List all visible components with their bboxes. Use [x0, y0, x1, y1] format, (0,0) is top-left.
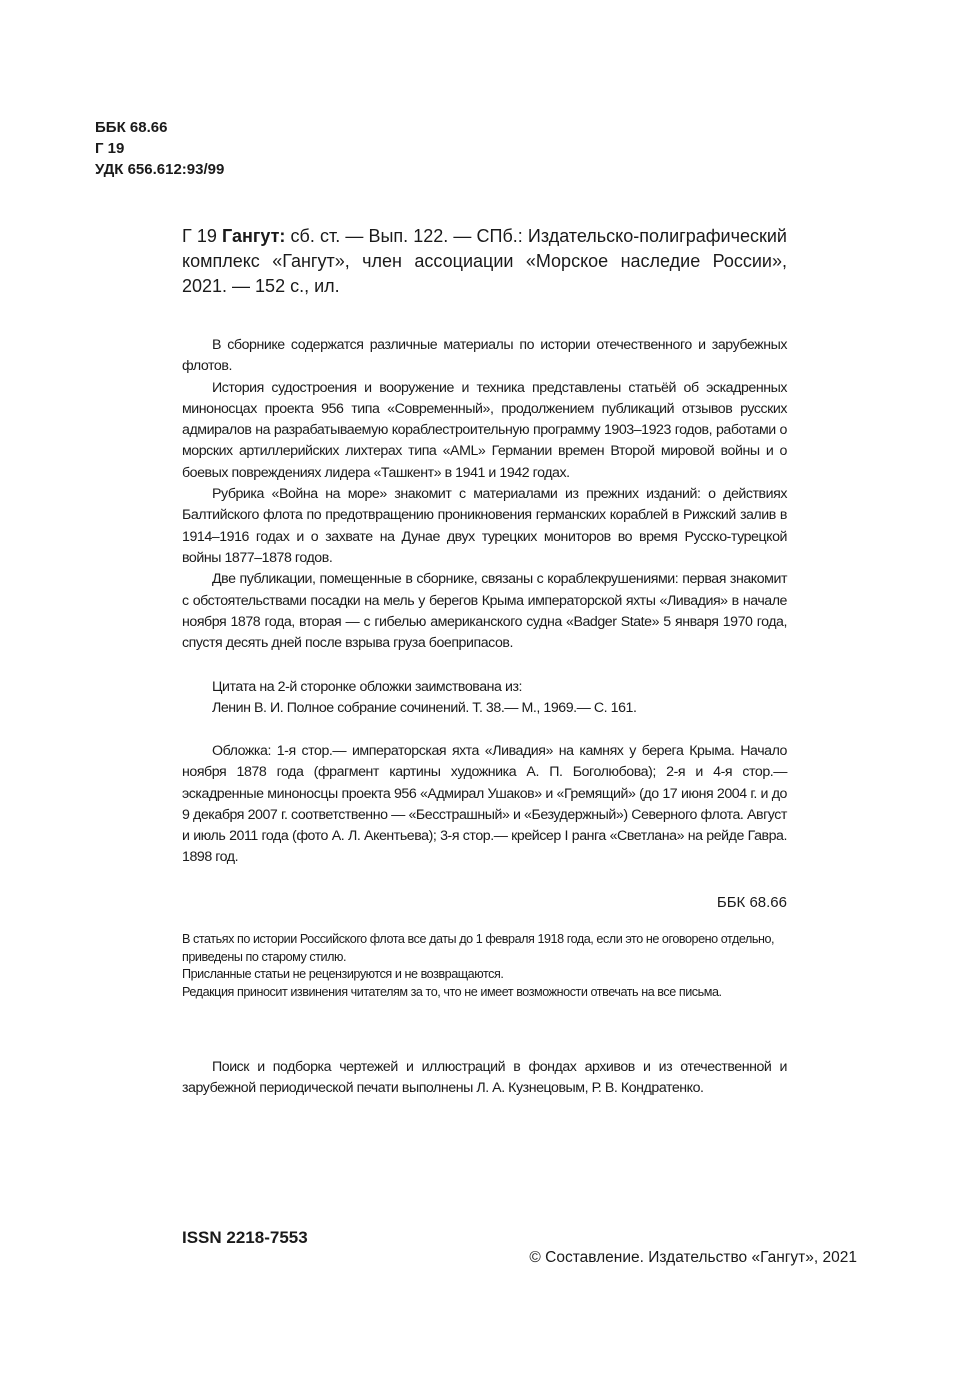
udk-code: УДК 656.612:93/99	[95, 161, 225, 178]
annotation-paragraph: История судостроения и вооружение и техника представлены статьёй об эскадренных миноносцах проекта 956 типа «Современный», продолжением публикаций отзывов русских адмиралов на разрабатываемую кораблестроительную программу 1903–1923 годов, работами о морских артиллерийских лихтерах типа «AML» Германии времен Второй мировой войны и о боевых повреждениях лидера «Ташкент» в 1941 и 1942 годах.	[182, 379, 787, 481]
editorial-notes	[182, 931, 787, 1001]
author-mark: Г 19	[95, 140, 125, 157]
annotation-paragraph: Рубрика «Война на море» знакомит с материалами из прежних изданий: о действиях Балтийского флота по предотвращению проникновения германских кораблей в Рижский залив в 1914–1916 годах и о захвате на Дунае двух турецких мониторов во время Русско-турецкой войны 1877–1878 годов.	[182, 486, 787, 566]
quote-source-reference: Ленин В. И. Полное собрание сочинений. Т. 38.— М., 1969.— С. 161.	[212, 700, 637, 717]
bbk-code-right: ББК 68.66	[716, 894, 787, 911]
biblio-title: Гангут:	[222, 226, 286, 246]
issn: ISSN 2218-7553	[182, 1228, 308, 1247]
bbk-code: ББК 68.66	[95, 119, 168, 136]
biblio-index: Г 19	[182, 226, 217, 246]
editorial-note: Присланные статьи не рецензируются и не возвращаются.	[182, 967, 504, 982]
annotation	[182, 335, 787, 654]
illustration-credits: Поиск и подборка чертежей и иллюстраций в фондах архивов и из отечественной и зарубежной периодической печати выполнены Л. А. Кузнецовым, Р. В. Кондратенко.	[182, 1059, 787, 1097]
cover-description: Обложка: 1-я стор.— императорская яхта «Ливадия» на камнях у берега Крыма. Начало ноября 1878 года (фрагмент картины художника А. П. Боголюбова); 2-я и 4-я стор.— эскадренные миноносцы проекта 956 «Адмирал Ушаков» и «Гремящий» (до 17 июня 2004 г. и до 9 декабря 2007 г. соответственно — «Бесстрашный» и «Безудержный») Северного флота. Август и июль 2011 года (фото А. Л. Акентьева); 3-я стор.— крейсер I ранга «Светлана» на рейде Гавра. 1898 год.	[182, 743, 787, 866]
copyright: © Составление. Издательство «Гангут», 2021	[529, 1249, 857, 1266]
editorial-note: В статьях по истории Российского флота все даты до 1 февраля 1918 года, если это не оговорено отдельно, приведены по старому стилю.	[182, 932, 775, 964]
quote-source	[182, 677, 787, 720]
quote-source-line: Цитата на 2-й сторонке обложки заимствована из:	[212, 679, 522, 695]
bibliographic-record	[182, 224, 787, 299]
annotation-paragraph: В сборнике содержатся различные материалы по истории отечественного и зарубежных флотов.	[182, 337, 787, 375]
classification-codes	[95, 117, 224, 180]
annotation-paragraph: Две публикации, помещенные в сборнике, связаны с кораблекрушениями: первая знакомит с обстоятельствами посадки на мель у берегов Крыма императорской яхты «Ливадия» в начале ноября 1878 года, вторая — с гибелью американского судна «Badger State» 5 января 1970 года, спустя десять дней после взрыва груза боеприпасов.	[182, 571, 787, 652]
biblio-details: сб. ст. — Вып. 122. — СПб.: Издательско-полиграфический комплекс «Гангут», член ассоциации «Морское наследие России», 2021. — 152 с., ил.	[182, 226, 787, 296]
editorial-note: Редакция приносит извинения читателям за то, что не имеет возможности отвечать на все письма.	[182, 984, 722, 999]
